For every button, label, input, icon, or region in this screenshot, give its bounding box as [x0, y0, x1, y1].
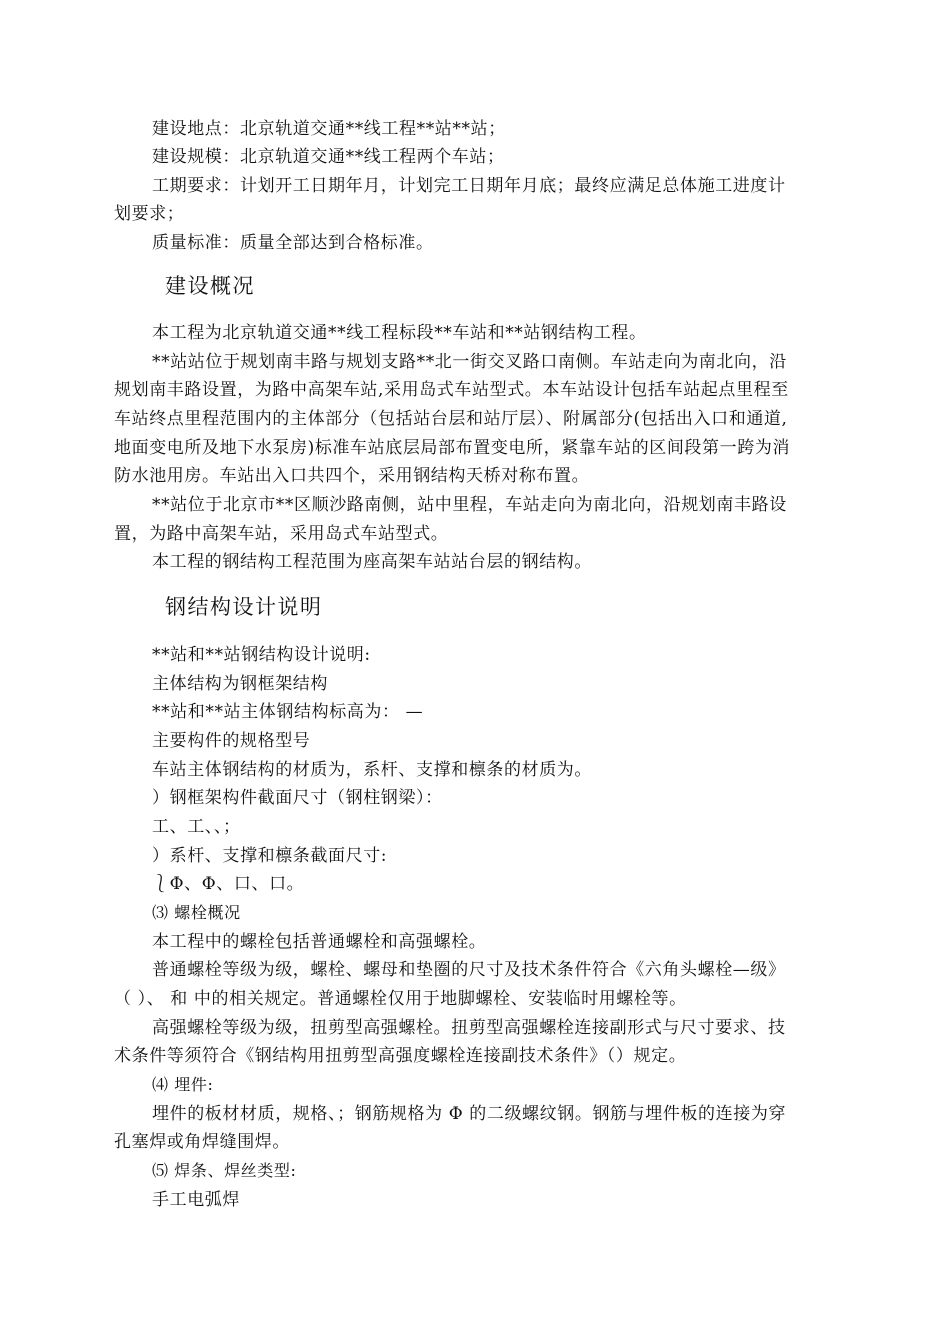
- paragraph-line: 主要构件的规格型号: [152, 731, 311, 751]
- paragraph-line: **站和**站钢结构设计说明:: [152, 645, 371, 665]
- paragraph-line: 车站主体钢结构的材质为，系杆、支撑和檩条的材质为。: [152, 760, 592, 780]
- paragraph-line: **站站位于规划南丰路与规划支路**北一街交叉路口南侧。车站走向为南北向，沿: [152, 352, 787, 372]
- subsection-heading-welding: ⑸ 焊条、焊丝类型:: [152, 1161, 297, 1180]
- paragraph-line: 地面变电所及地下水泵房)标准车站底层局部布置变电所，紧靠车站的区间段第一跨为消: [114, 438, 791, 458]
- subsection-heading-embedded-parts: ⑷ 埋件:: [152, 1075, 214, 1094]
- section-heading-overview: 建设概况: [165, 274, 255, 298]
- paragraph-line: 术条件等须符合《钢结构用扭剪型高强度螺栓连接副技术条件》（）规定。: [114, 1046, 687, 1066]
- paragraph-line: 本工程为北京轨道交通**线工程标段**车站和**站钢结构工程。: [152, 323, 647, 343]
- paragraph-line: 工、工、、；: [152, 817, 241, 837]
- paragraph-line: 规划南丰路设置，为路中高架车站,采用岛式车站型式。本车站设计包括车站起点里程至: [114, 380, 789, 400]
- paragraph-line: ）钢框架构件截面尺寸（钢柱钢梁）：: [152, 788, 443, 808]
- paragraph-line: 高强螺栓等级为级，扭剪型高强螺栓。扭剪型高强螺栓连接副形式与尺寸要求、技: [152, 1018, 786, 1038]
- paragraph-line: 埋件的板材材质，规格、；钢筋规格为 Φ 的二级螺纹钢。钢筋与埋件板的连接为穿: [152, 1104, 787, 1124]
- paragraph-line: 本工程中的螺栓包括普通螺栓和高强螺栓。: [152, 932, 487, 952]
- schedule-requirement: 工期要求：计划开工日期年月，计划完工日期年月底；最终应满足总体施工进度计: [152, 176, 786, 196]
- subsection-heading-bolts: ⑶ 螺栓概况: [152, 903, 241, 922]
- paragraph-line: 防水池用房。车站出入口共四个，采用钢结构天桥对称布置。: [114, 466, 590, 486]
- paragraph-line: 普通螺栓等级为级，螺栓、螺母和垫圈的尺寸及技术条件符合《六角头螺栓—级》: [152, 960, 786, 980]
- paragraph-line: **站位于北京市**区顺沙路南侧，站中里程，车站走向为南北向，沿规划南丰路设: [152, 495, 787, 515]
- paragraph-line: 车站终点里程范围内的主体部分（包括站台层和站厅层）、附属部分(包括出入口和通道,: [114, 409, 788, 429]
- paragraph-line: ⎱Φ、Φ、口、口。: [152, 874, 305, 894]
- paragraph-line: 手工电弧焊: [152, 1190, 240, 1210]
- paragraph-line: 本工程的钢结构工程范围为座高架车站站台层的钢结构。: [152, 552, 592, 572]
- schedule-requirement-cont: 划要求；: [114, 204, 185, 224]
- paragraph-line: **站和**站主体钢结构标高为： —: [152, 702, 424, 722]
- paragraph-line: 主体结构为钢框架结构: [152, 674, 328, 694]
- section-heading-steel-design: 钢结构设计说明: [165, 595, 323, 619]
- paragraph-line: 孔塞焊或角焊缝围焊。: [114, 1132, 290, 1152]
- construction-scale: 建设规模：北京轨道交通**线工程两个车站；: [152, 147, 505, 167]
- quality-standard: 质量标准：质量全部达到合格标准。: [152, 233, 434, 253]
- paragraph-line: （ ）、 和 中的相关规定。普通螺栓仅用于地脚螺栓、安装临时用螺栓等。: [114, 989, 687, 1009]
- construction-location: 建设地点：北京轨道交通**线工程**站**站；: [152, 119, 506, 139]
- paragraph-line: ）系杆、支撑和檩条截面尺寸:: [152, 846, 388, 866]
- paragraph-line: 置，为路中高架车站，采用岛式车站型式。: [114, 524, 449, 544]
